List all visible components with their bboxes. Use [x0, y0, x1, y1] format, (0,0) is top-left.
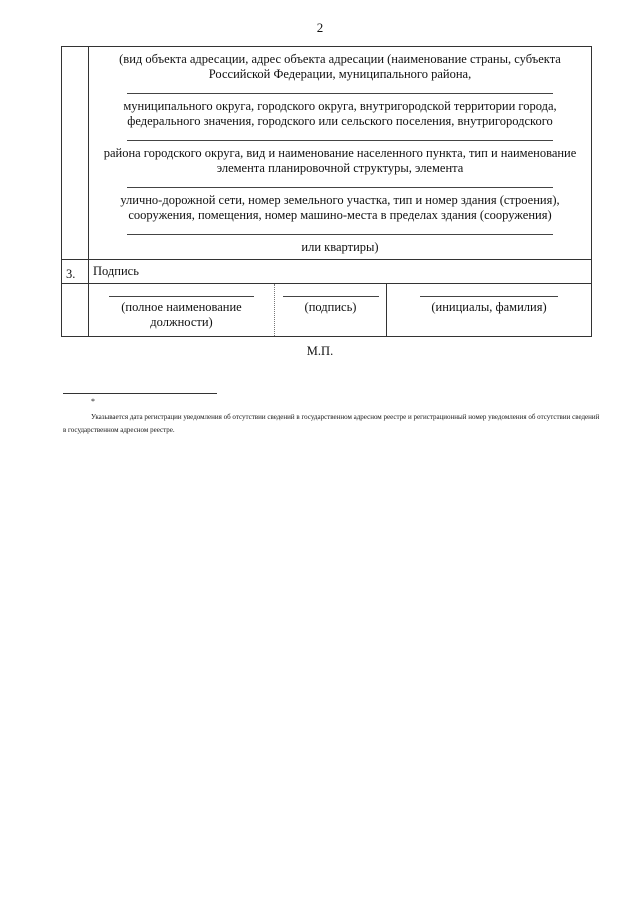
address-fill-line-4 — [127, 234, 553, 235]
name-caption: (инициалы, фамилия) — [431, 300, 547, 314]
footnote-text: Указывается дата регистрации уведомления об отсутствии сведений в государственном адресном реестре и регистрационный номер уведомления об отсутствии сведений в государственном адресном реестре. — [63, 413, 600, 434]
signature-fields — [89, 284, 591, 336]
signature-fields-cell — [89, 284, 592, 337]
row-number-cell: 3. — [62, 260, 89, 284]
signature-col-name — [387, 284, 591, 336]
address-fill-line-2 — [127, 140, 553, 141]
footnote-divider — [63, 393, 217, 394]
footnote-mark: * — [91, 397, 95, 406]
row-number-cell-empty-2 — [62, 284, 89, 337]
stamp-label: М.П. — [306, 344, 334, 358]
sign-fill-line — [283, 296, 379, 297]
name-fill-line — [420, 296, 558, 297]
address-line-4: улично-дорожной сети, номер земельного участка, тип и номер здания (строения), сооружения, помещения, номер машино-места в пределах здания (сооружения) — [120, 193, 560, 222]
signature-label-row — [62, 260, 592, 284]
row-number-cell-empty — [62, 47, 89, 260]
address-fill-line-1 — [127, 93, 553, 94]
address-line-1: (вид объекта адресации, адрес объекта адресации (наименование страны, субъекта Российской Федерации, муниципального района, — [119, 52, 561, 81]
address-fill-line-3 — [127, 187, 553, 188]
signature-col-sign — [275, 284, 387, 336]
address-line-2: муниципального округа, городского округа, внутригородской территории города, федерального значения, городского или сельского поселения, внутригородского — [123, 99, 557, 128]
signature-label: Подпись — [89, 260, 592, 284]
position-caption: (полное наименование должности) — [121, 300, 242, 329]
address-line-3: района городского округа, вид и наименование населенного пункта, тип и наименование элемента планировочной структуры, элемента — [103, 146, 577, 175]
address-form-table — [61, 46, 592, 337]
footnote — [63, 398, 603, 437]
page-number: 2 — [316, 20, 324, 35]
sign-caption: (подпись) — [304, 300, 357, 314]
address-description-cell — [89, 47, 592, 260]
address-row — [62, 47, 592, 260]
address-line-5: или квартиры) — [301, 240, 379, 254]
signature-fields-row — [62, 284, 592, 337]
signature-col-position — [89, 284, 275, 336]
position-fill-line — [109, 296, 254, 297]
